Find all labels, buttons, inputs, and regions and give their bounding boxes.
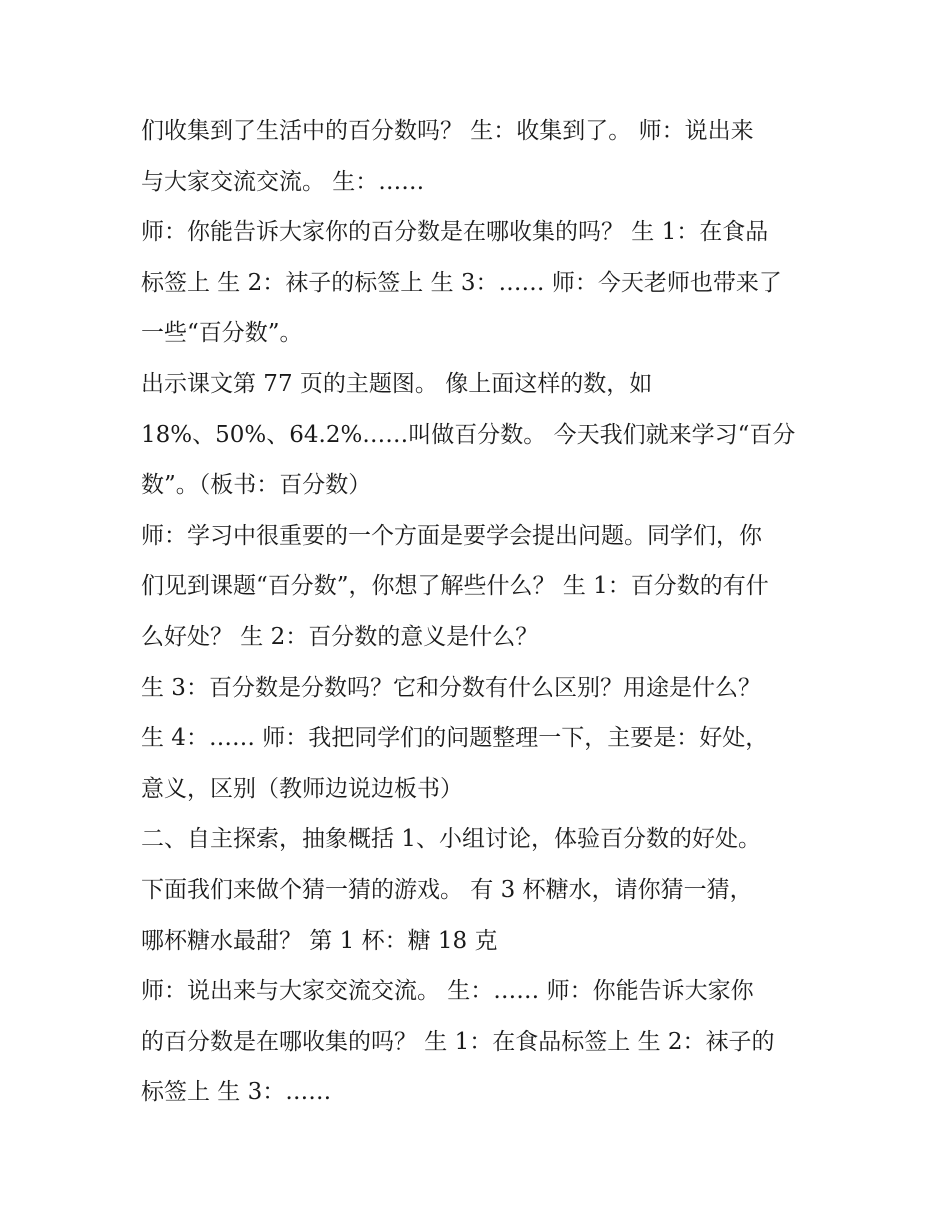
- text-line: 的百分数是在哪收集的吗？ 生 1：在食品标签上 生 2：袜子的: [141, 1028, 775, 1055]
- text-line: 们收集到了生活中的百分数吗？ 生：收集到了。 师：说出来: [141, 118, 754, 144]
- text-line: 数”。（板书：百分数）: [141, 472, 372, 499]
- text-line: 出示课文第 77 页的主题图。 像上面这样的数，如: [141, 370, 653, 397]
- text-line: 生 4：…… 师：我把同学们的问题整理一下，主要是：好处，: [141, 725, 769, 752]
- text-line: 哪杯糖水最甜？ 第 1 杯：糖 18 克: [141, 927, 498, 954]
- body-text: [141, 106, 821, 1118]
- text-line: 师：学习中很重要的一个方面是要学会提出问题。同学们，你: [141, 522, 762, 549]
- text-line: 么好处？ 生 2：百分数的意义是什么？: [141, 623, 539, 650]
- text-line: 意义，区别（教师边说边板书）: [141, 775, 463, 802]
- text-line: 一些“百分数”。: [141, 320, 303, 347]
- text-line: 生 3：百分数是分数吗？它和分数有什么区别？用途是什么？: [141, 674, 761, 701]
- text-line: 18%、50%、64.2%……叫做百分数。 今天我们就来学习“百分: [141, 421, 796, 448]
- text-line: 师：说出来与大家交流交流。 生：…… 师：你能告诉大家你: [141, 978, 754, 1005]
- text-line: 标签上 生 3：……: [141, 1079, 332, 1106]
- text-line: 们见到课题“百分数”，你想了解些什么？ 生 1：百分数的有什: [141, 573, 769, 600]
- text-line: 标签上 生 2：袜子的标签上 生 3：…… 师：今天老师也带来了: [141, 269, 782, 296]
- text-line: 师：你能告诉大家你的百分数是在哪收集的吗？ 生 1：在食品: [141, 219, 769, 246]
- text-line: 二、自主探索，抽象概括 1、小组讨论，体验百分数的好处。: [141, 826, 761, 853]
- text-line: 与大家交流交流。 生：……: [141, 168, 425, 195]
- text-line: 下面我们来做个猜一猜的游戏。 有 3 杯糖水，请你猜一猜，: [141, 876, 753, 903]
